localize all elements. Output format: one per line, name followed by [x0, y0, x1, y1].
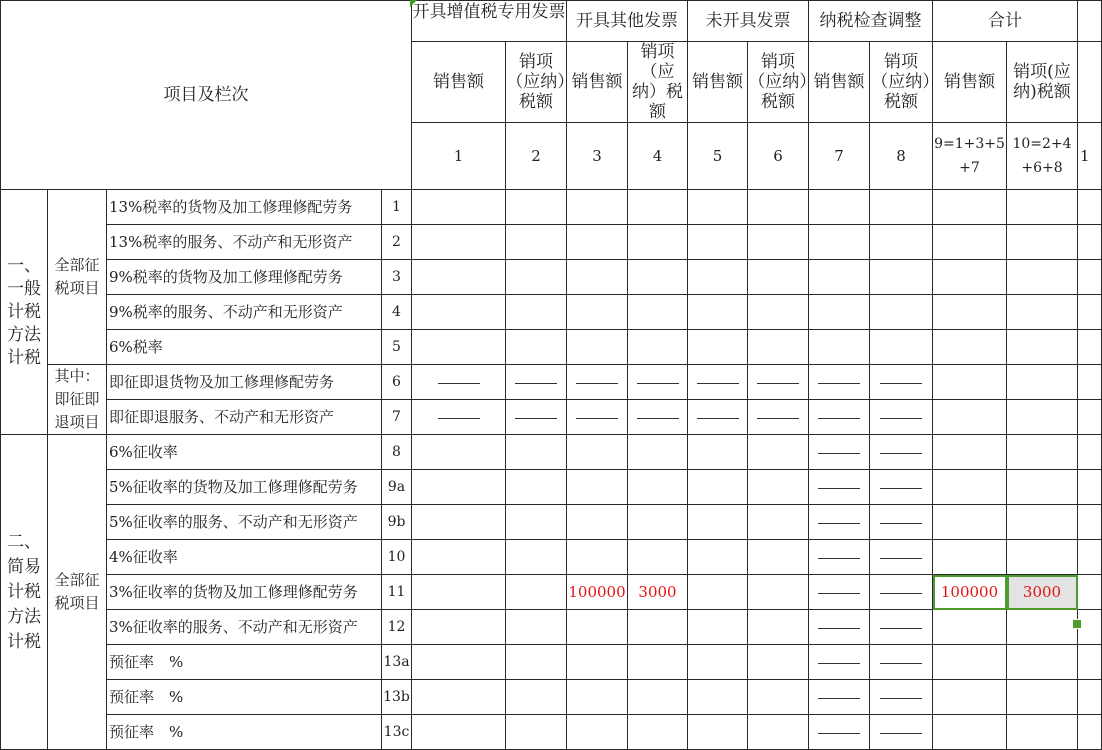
cell[interactable] [933, 330, 1007, 365]
cell[interactable] [870, 260, 933, 295]
col-number[interactable]: 1 [412, 123, 506, 190]
cell[interactable] [567, 470, 628, 505]
cell[interactable] [628, 505, 688, 540]
cell[interactable] [870, 190, 933, 225]
total-sales-cell[interactable]: 100000 [933, 575, 1007, 610]
cell[interactable] [567, 715, 628, 750]
cell[interactable] [628, 610, 688, 645]
cell[interactable] [1007, 400, 1078, 435]
dash-mark [757, 383, 799, 384]
row-label[interactable]: 预征率 % [107, 645, 382, 680]
col-number[interactable]: 6 [748, 123, 809, 190]
dash-mark [818, 663, 860, 664]
cell[interactable] [870, 470, 933, 505]
cell[interactable] [870, 435, 933, 470]
sub-header-total-tax[interactable]: 销项(应纳)税额 [1007, 42, 1078, 123]
cell[interactable] [688, 400, 748, 435]
dash-mark [818, 628, 860, 629]
row-number[interactable]: 7 [382, 400, 412, 435]
sub-header-sales[interactable]: 销售额 [933, 42, 1007, 123]
cell[interactable] [870, 575, 933, 610]
cell[interactable] [506, 225, 567, 260]
cell[interactable] [748, 575, 809, 610]
dash-mark [818, 558, 860, 559]
cell[interactable] [1007, 330, 1078, 365]
col-number[interactable]: 3 [567, 123, 628, 190]
dash-mark [818, 418, 860, 419]
cell[interactable] [1078, 295, 1102, 330]
col-number[interactable]: 4 [628, 123, 688, 190]
cell[interactable] [1078, 435, 1102, 470]
dash-mark [818, 698, 860, 699]
cell[interactable] [1078, 645, 1102, 680]
cell[interactable] [1007, 435, 1078, 470]
sub-header-tax[interactable]: 销项（应纳）税额 [506, 42, 567, 123]
dash-mark [880, 698, 922, 699]
cell[interactable] [870, 400, 933, 435]
group-header-no-invoice[interactable]: 未开具发票 [688, 1, 809, 42]
cell[interactable] [748, 190, 809, 225]
cell[interactable] [809, 400, 870, 435]
cell[interactable] [628, 715, 688, 750]
row-label[interactable]: 6%税率 [107, 330, 382, 365]
cell[interactable] [412, 435, 506, 470]
dash-mark [438, 383, 480, 384]
cell[interactable] [748, 295, 809, 330]
cell[interactable] [933, 225, 1007, 260]
row-number[interactable]: 12 [382, 610, 412, 645]
cell[interactable] [628, 260, 688, 295]
cell[interactable] [567, 645, 628, 680]
cell[interactable] [688, 190, 748, 225]
cell[interactable] [688, 225, 748, 260]
cell[interactable] [506, 680, 567, 715]
cell[interactable] [809, 680, 870, 715]
cell[interactable] [933, 645, 1007, 680]
cell[interactable] [933, 190, 1007, 225]
cell[interactable] [567, 610, 628, 645]
cell[interactable] [506, 330, 567, 365]
cell[interactable] [1078, 225, 1102, 260]
cell[interactable] [809, 295, 870, 330]
cell[interactable] [1078, 330, 1102, 365]
cell[interactable] [1007, 505, 1078, 540]
cell[interactable] [748, 610, 809, 645]
cell[interactable] [933, 400, 1007, 435]
cell[interactable] [506, 190, 567, 225]
cell[interactable] [809, 365, 870, 400]
cell[interactable] [933, 505, 1007, 540]
row-label[interactable]: 4%征收率 [107, 540, 382, 575]
dash-mark [576, 383, 618, 384]
cell[interactable] [688, 330, 748, 365]
cell[interactable] [809, 715, 870, 750]
cell[interactable] [870, 505, 933, 540]
cell[interactable] [748, 540, 809, 575]
item-column-header[interactable]: 项目及栏次 [1, 1, 412, 190]
dash-mark [818, 733, 860, 734]
cell[interactable] [628, 330, 688, 365]
cell[interactable] [1007, 645, 1078, 680]
cell[interactable] [1078, 260, 1102, 295]
dash-mark [637, 383, 679, 384]
cell[interactable] [567, 190, 628, 225]
cell[interactable] [809, 435, 870, 470]
row-number[interactable]: 11 [382, 575, 412, 610]
other-invoice-tax-cell[interactable]: 3000 [628, 575, 688, 610]
cell[interactable] [1078, 575, 1102, 610]
cell[interactable] [1078, 42, 1102, 123]
sub-header-tax[interactable]: 销项（应纳）税额 [628, 42, 688, 123]
dash-mark [438, 418, 480, 419]
dash-mark [880, 663, 922, 664]
cell[interactable] [809, 540, 870, 575]
cell[interactable] [809, 190, 870, 225]
category-all-taxable[interactable]: 全部征税项目 [48, 435, 107, 750]
cell[interactable] [1007, 610, 1078, 645]
row-number[interactable]: 13c [382, 715, 412, 750]
cell[interactable] [748, 365, 809, 400]
dash-mark [818, 453, 860, 454]
cell[interactable] [628, 365, 688, 400]
cell[interactable] [628, 190, 688, 225]
cell[interactable] [748, 260, 809, 295]
cell[interactable] [870, 715, 933, 750]
cell[interactable] [688, 365, 748, 400]
row-label[interactable]: 6%征收率 [107, 435, 382, 470]
cell[interactable] [628, 680, 688, 715]
cell[interactable] [412, 225, 506, 260]
dash-mark [757, 418, 799, 419]
row-label[interactable]: 13%税率的货物及加工修理修配劳务 [107, 190, 382, 225]
row-label[interactable]: 预征率 % [107, 715, 382, 750]
col-number[interactable]: 7 [809, 123, 870, 190]
cell[interactable] [933, 295, 1007, 330]
row-label[interactable]: 9%税率的货物及加工修理修配劳务 [107, 260, 382, 295]
cell[interactable] [567, 400, 628, 435]
cell[interactable] [412, 505, 506, 540]
cell[interactable] [506, 295, 567, 330]
cell[interactable] [688, 680, 748, 715]
cell[interactable] [506, 540, 567, 575]
category-all-taxable[interactable]: 全部征税项目 [48, 190, 107, 365]
cell[interactable] [933, 715, 1007, 750]
row-number[interactable]: 5 [382, 330, 412, 365]
dash-mark [515, 418, 557, 419]
cell[interactable] [1078, 680, 1102, 715]
cell[interactable] [688, 575, 748, 610]
cell[interactable] [412, 680, 506, 715]
cell[interactable] [748, 225, 809, 260]
sub-header-tax[interactable]: 销项（应纳）税额 [870, 42, 933, 123]
cell[interactable] [748, 645, 809, 680]
cell[interactable] [1007, 680, 1078, 715]
cell[interactable] [1007, 295, 1078, 330]
cell[interactable] [567, 260, 628, 295]
col-number[interactable]: 2 [506, 123, 567, 190]
dash-mark [880, 558, 922, 559]
cell[interactable] [870, 610, 933, 645]
cell[interactable] [809, 610, 870, 645]
group-header-total[interactable]: 合计 [933, 1, 1078, 42]
dash-mark [818, 593, 860, 594]
cell[interactable] [809, 260, 870, 295]
sub-header-sales[interactable]: 销售额 [412, 42, 506, 123]
cell[interactable] [933, 435, 1007, 470]
comment-indicator[interactable] [410, 0, 417, 7]
dash-mark [880, 383, 922, 384]
cell[interactable] [870, 365, 933, 400]
cell[interactable] [688, 505, 748, 540]
cell[interactable] [567, 505, 628, 540]
row-number[interactable]: 13a [382, 645, 412, 680]
cell[interactable] [688, 715, 748, 750]
cell[interactable] [809, 575, 870, 610]
row-number[interactable]: 13b [382, 680, 412, 715]
cell[interactable] [628, 400, 688, 435]
cell[interactable] [628, 540, 688, 575]
cell[interactable] [412, 365, 506, 400]
dash-mark [880, 418, 922, 419]
cell[interactable] [1007, 470, 1078, 505]
category-immediate-refund[interactable]: 其中：即征即退项目 [48, 365, 107, 435]
cell[interactable] [688, 470, 748, 505]
col-number[interactable]: 9=1+3+5+7 [933, 123, 1007, 190]
cell[interactable] [1078, 540, 1102, 575]
cell[interactable] [688, 260, 748, 295]
cell[interactable] [567, 435, 628, 470]
cell[interactable] [412, 470, 506, 505]
cell[interactable] [412, 610, 506, 645]
cell[interactable] [1078, 400, 1102, 435]
row-label[interactable]: 13%税率的服务、不动产和无形资产 [107, 225, 382, 260]
cell[interactable] [748, 330, 809, 365]
cell[interactable] [933, 610, 1007, 645]
cell[interactable] [748, 470, 809, 505]
cell[interactable] [870, 295, 933, 330]
cell[interactable] [628, 295, 688, 330]
sub-header-sales[interactable]: 销售额 [688, 42, 748, 123]
cell[interactable] [412, 715, 506, 750]
cell[interactable] [567, 295, 628, 330]
cell[interactable] [412, 540, 506, 575]
cell[interactable] [809, 470, 870, 505]
cell[interactable] [688, 610, 748, 645]
cell[interactable] [567, 225, 628, 260]
cell[interactable] [809, 225, 870, 260]
total-tax-cell[interactable]: 3000 [1007, 575, 1078, 610]
cell[interactable] [933, 540, 1007, 575]
dash-mark [880, 488, 922, 489]
cell[interactable] [506, 645, 567, 680]
cell[interactable] [628, 435, 688, 470]
col-number[interactable]: 8 [870, 123, 933, 190]
cell[interactable] [748, 680, 809, 715]
row-number[interactable]: 9b [382, 505, 412, 540]
cell[interactable] [628, 645, 688, 680]
dash-mark [880, 453, 922, 454]
row-number[interactable]: 8 [382, 435, 412, 470]
cell[interactable] [1007, 365, 1078, 400]
cell[interactable] [1007, 715, 1078, 750]
row-label[interactable]: 5%征收率的货物及加工修理修配劳务 [107, 470, 382, 505]
cell[interactable] [1078, 505, 1102, 540]
row-number[interactable]: 10 [382, 540, 412, 575]
cell[interactable] [933, 680, 1007, 715]
row-label[interactable]: 3%征收率的服务、不动产和无形资产 [107, 610, 382, 645]
cell[interactable] [567, 540, 628, 575]
cell[interactable] [870, 540, 933, 575]
cell[interactable] [1078, 470, 1102, 505]
cell[interactable] [412, 190, 506, 225]
cell[interactable] [628, 225, 688, 260]
cell[interactable] [1078, 1, 1102, 42]
col-number[interactable]: 1 [1078, 123, 1102, 190]
sub-header-sales[interactable]: 销售额 [809, 42, 870, 123]
cell[interactable] [809, 505, 870, 540]
dash-mark [515, 383, 557, 384]
cell[interactable] [412, 260, 506, 295]
dash-mark [880, 593, 922, 594]
cell[interactable] [870, 225, 933, 260]
cell[interactable] [1078, 715, 1102, 750]
cell[interactable] [412, 400, 506, 435]
row-number[interactable]: 6 [382, 365, 412, 400]
dash-mark [880, 733, 922, 734]
cell[interactable] [688, 540, 748, 575]
cell[interactable] [506, 400, 567, 435]
cell[interactable] [567, 680, 628, 715]
cell[interactable] [567, 365, 628, 400]
section-general[interactable]: 一、一般计税方法计税 [1, 190, 48, 435]
cell[interactable] [506, 715, 567, 750]
cell[interactable] [748, 435, 809, 470]
cell[interactable] [688, 295, 748, 330]
row-label[interactable]: 3%征收率的货物及加工修理修配劳务 [107, 575, 382, 610]
row-number[interactable]: 9a [382, 470, 412, 505]
row-label[interactable]: 5%征收率的服务、不动产和无形资产 [107, 505, 382, 540]
cell[interactable] [1078, 190, 1102, 225]
cell[interactable] [748, 715, 809, 750]
row-label[interactable]: 9%税率的服务、不动产和无形资产 [107, 295, 382, 330]
cell[interactable] [628, 470, 688, 505]
cell[interactable] [412, 645, 506, 680]
cell[interactable] [412, 575, 506, 610]
sub-header-sales[interactable]: 销售额 [567, 42, 628, 123]
cell[interactable] [933, 470, 1007, 505]
cell[interactable] [809, 330, 870, 365]
dash-mark [880, 628, 922, 629]
cell[interactable] [933, 365, 1007, 400]
fill-handle[interactable] [1072, 619, 1082, 629]
cell[interactable] [506, 260, 567, 295]
cell[interactable] [933, 260, 1007, 295]
cell[interactable] [1007, 540, 1078, 575]
cell[interactable] [748, 400, 809, 435]
row-number[interactable]: 4 [382, 295, 412, 330]
dash-mark [697, 418, 739, 419]
dash-mark [697, 383, 739, 384]
group-header-other-invoice[interactable]: 开具其他发票 [567, 1, 688, 42]
cell[interactable] [1078, 365, 1102, 400]
cell[interactable] [412, 330, 506, 365]
col-number[interactable]: 10=2+4+6+8 [1007, 123, 1078, 190]
cell[interactable] [870, 330, 933, 365]
row-label[interactable]: 即征即退货物及加工修理修配劳务 [107, 365, 382, 400]
cell[interactable] [1007, 225, 1078, 260]
row-label[interactable]: 即征即退服务、不动产和无形资产 [107, 400, 382, 435]
cell[interactable] [506, 365, 567, 400]
cell[interactable] [412, 295, 506, 330]
cell[interactable] [809, 645, 870, 680]
cell[interactable] [506, 470, 567, 505]
cell[interactable] [1007, 190, 1078, 225]
cell[interactable] [870, 645, 933, 680]
dash-mark [880, 523, 922, 524]
cell[interactable] [1007, 260, 1078, 295]
cell[interactable] [506, 505, 567, 540]
cell[interactable] [688, 435, 748, 470]
dash-mark [637, 418, 679, 419]
row-number[interactable]: 2 [382, 225, 412, 260]
cell[interactable] [567, 330, 628, 365]
dash-mark [818, 383, 860, 384]
dash-mark [576, 418, 618, 419]
dash-mark [818, 523, 860, 524]
row-label[interactable]: 预征率 % [107, 680, 382, 715]
cell[interactable] [506, 575, 567, 610]
other-invoice-sales-cell[interactable]: 100000 [567, 575, 628, 610]
group-header-special-invoice[interactable]: 开具增值税专用发票 [412, 1, 567, 42]
row-number[interactable]: 1 [382, 190, 412, 225]
cell[interactable] [870, 680, 933, 715]
section-simple[interactable]: 二、简易计税方法计税 [1, 435, 48, 750]
cell[interactable] [506, 435, 567, 470]
group-header-tax-adjustment[interactable]: 纳税检查调整 [809, 1, 933, 42]
cell[interactable] [748, 505, 809, 540]
sub-header-tax[interactable]: 销项（应纳）税额 [748, 42, 809, 123]
cell[interactable] [688, 645, 748, 680]
dash-mark [818, 488, 860, 489]
cell[interactable] [506, 610, 567, 645]
col-number[interactable]: 5 [688, 123, 748, 190]
row-number[interactable]: 3 [382, 260, 412, 295]
